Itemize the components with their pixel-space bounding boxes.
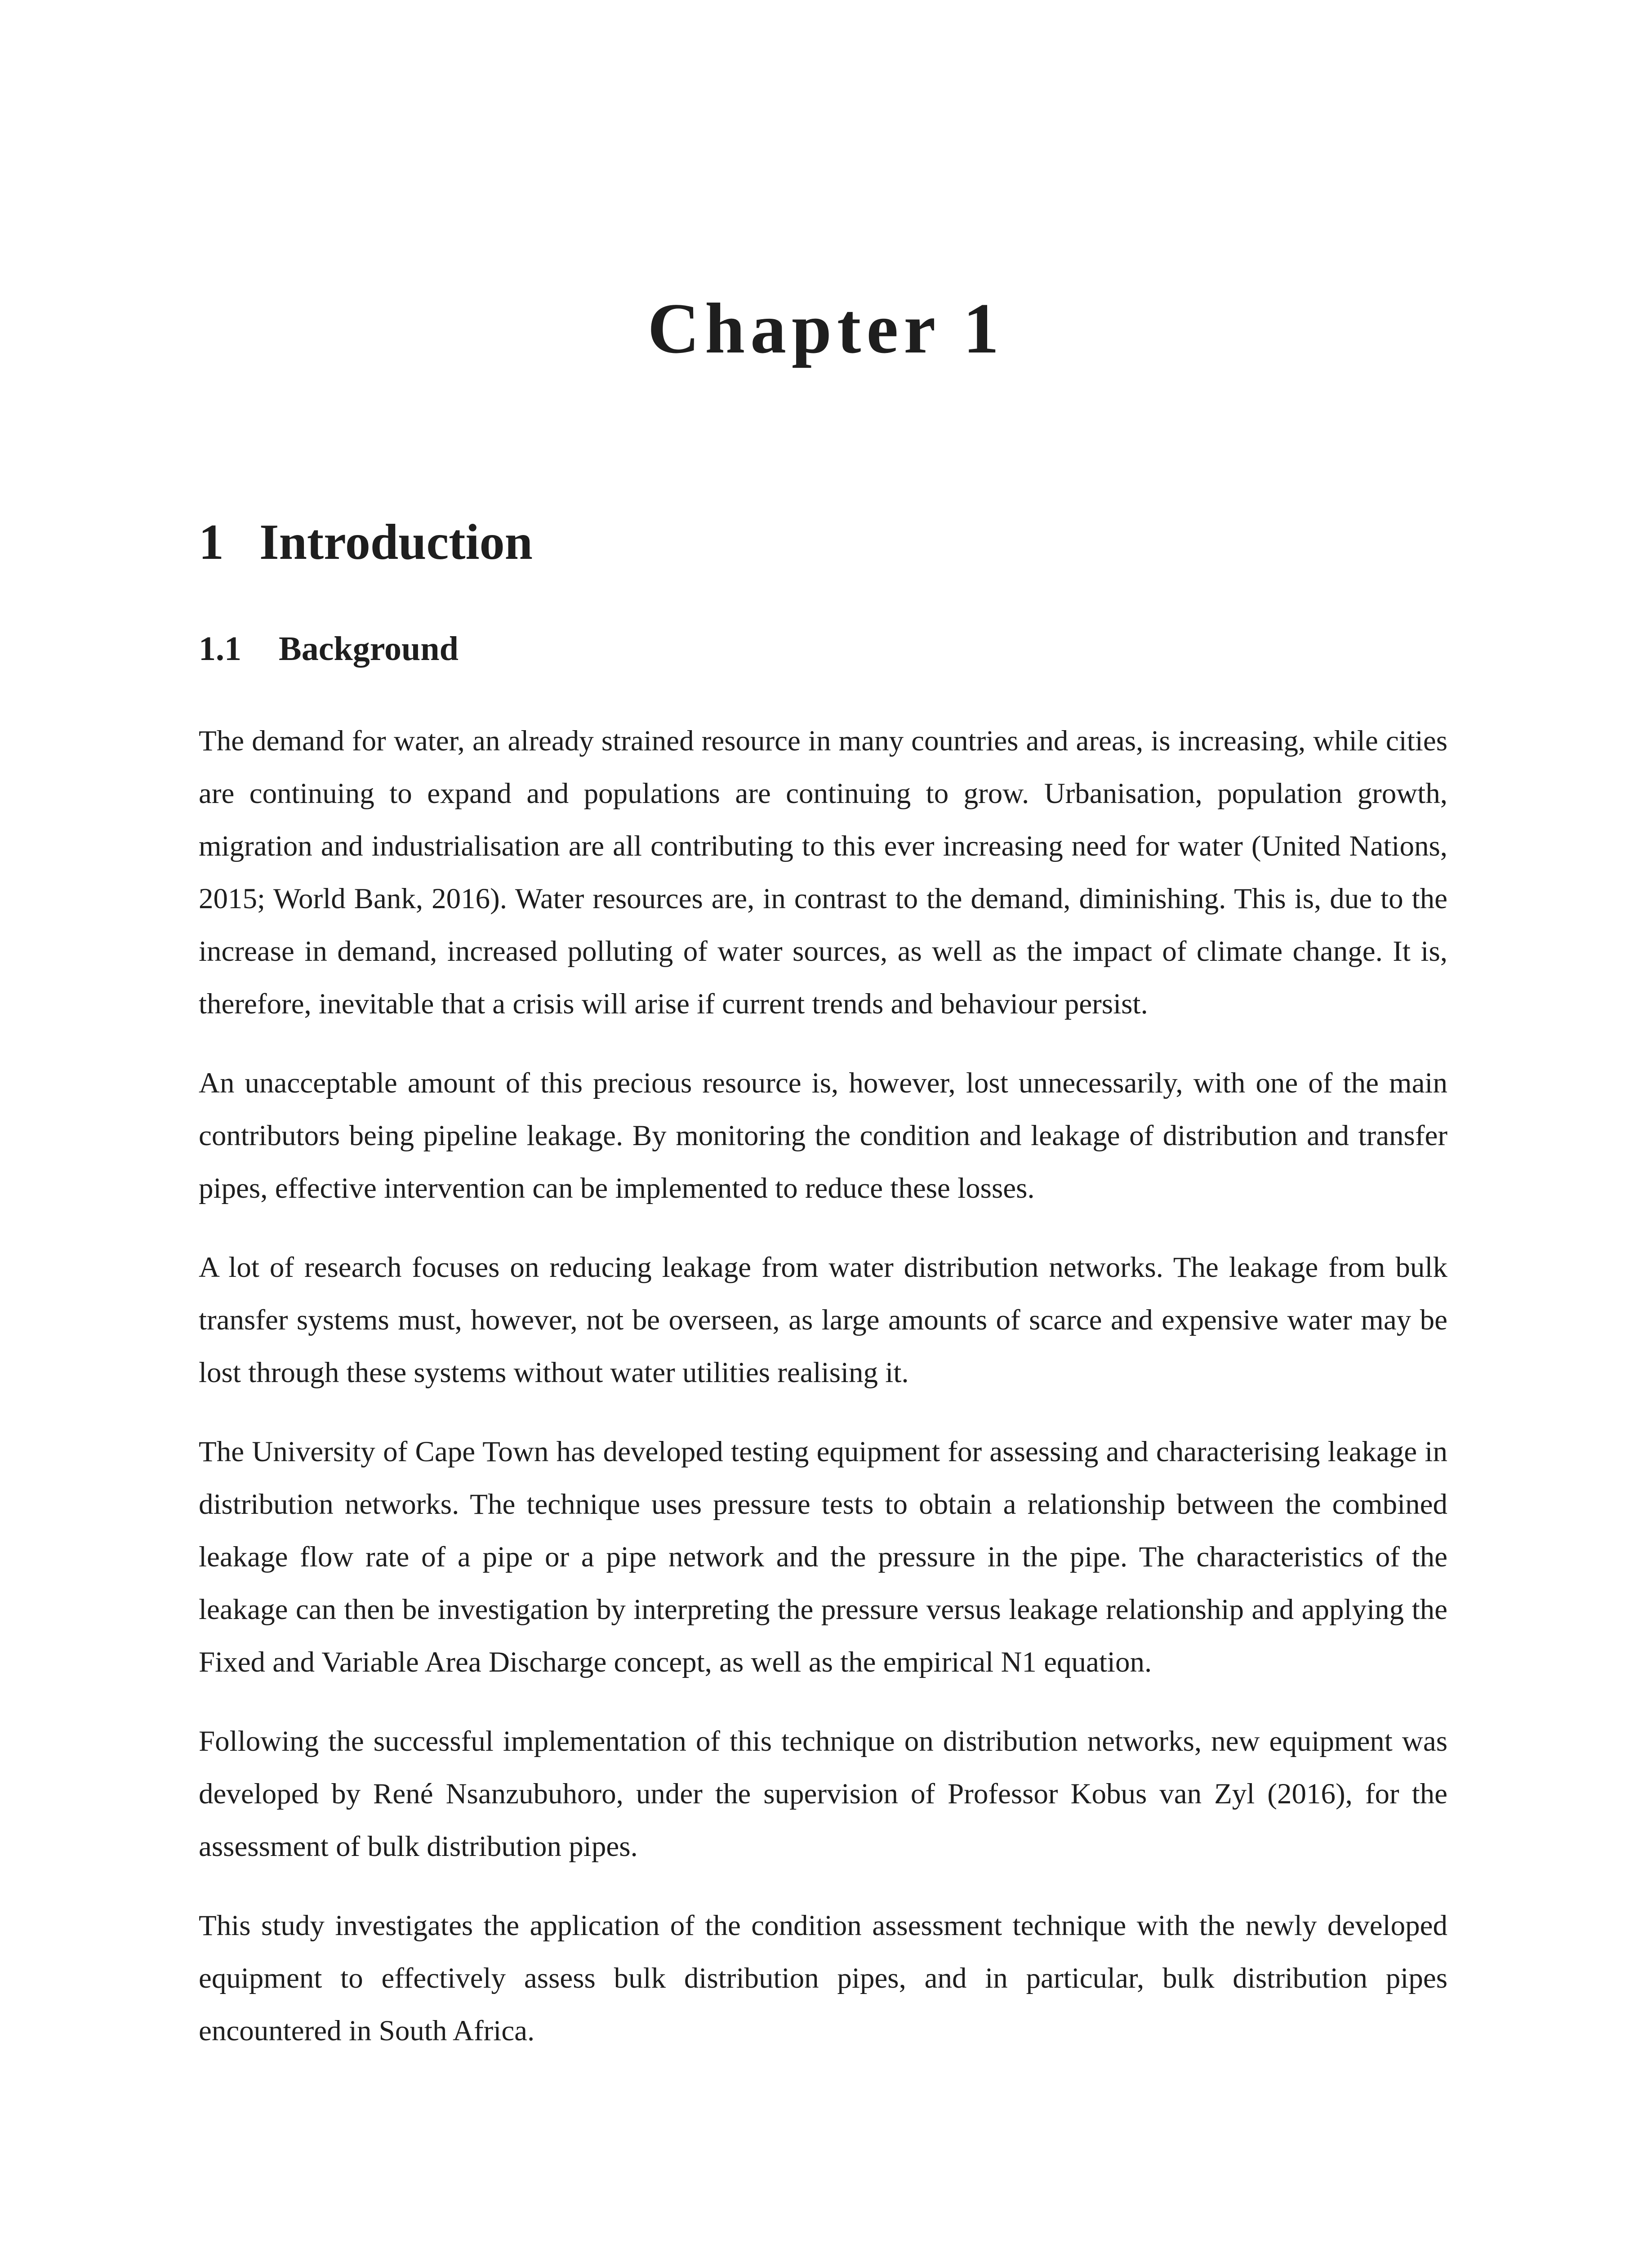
paragraph: Following the successful implementation of this technique on distribution networks, new equipment was developed by René Nsanzubuhoro, under the supervision of Professor Kobus van Zyl (2016), for the assessment of bulk distribution pipes.	[199, 1725, 1447, 1863]
paragraph: An unacceptable amount of this precious resource is, however, lost unnecessarily, with one of the main contributors being pipeline leakage. By monitoring the condition and leakage of distribution and transfer pipes, effective intervention can be implemented to reduce these losses.	[199, 1067, 1447, 1204]
subsection-heading	[199, 632, 459, 666]
section-number: 1	[199, 514, 224, 570]
body-text	[199, 715, 1447, 2084]
paragraph: The demand for water, an already strained resource in many countries and areas, is increasing, while cities are continuing to expand and populations are continuing to grow. Urbanisation, population growth, migration and industrialisation are all contributing to this ever increasing need for water (United Nations, 2015; World Bank, 2016). Water resources are, in contrast to the demand, diminishing. This is, due to the increase in demand, increased polluting of water sources, as well as the impact of climate change. It is, therefore, inevitable that a crisis will arise if current trends and behaviour persist.	[199, 725, 1447, 1020]
section-title: Introduction	[259, 514, 533, 570]
chapter-title: Chapter 1	[647, 288, 1005, 368]
paragraph: The University of Cape Town has developed testing equipment for assessing and characterising leakage in distribution networks. The technique uses pressure tests to obtain a relationship between the combined leakage flow rate of a pipe or a pipe network and the pressure in the pipe. The characteristics of the leakage can then be investigation by interpreting the pressure versus leakage relationship and applying the Fixed and Variable Area Discharge concept, as well as the empirical N1 equation.	[199, 1436, 1447, 1678]
subsection-number: 1.1	[199, 630, 241, 668]
paragraph: This study investigates the application of the condition assessment technique with the newly developed equipment to effectively assess bulk distribution pipes, and in particular, bulk distribution pipes encountered in South Africa.	[199, 1909, 1447, 2047]
subsection-title: Background	[279, 630, 459, 668]
section-heading	[199, 514, 533, 570]
paragraph: A lot of research focuses on reducing leakage from water distribution networks. The leakage from bulk transfer systems must, however, not be overseen, as large amounts of scarce and expensive water may be lost through these systems without water utilities realising it.	[199, 1251, 1447, 1389]
